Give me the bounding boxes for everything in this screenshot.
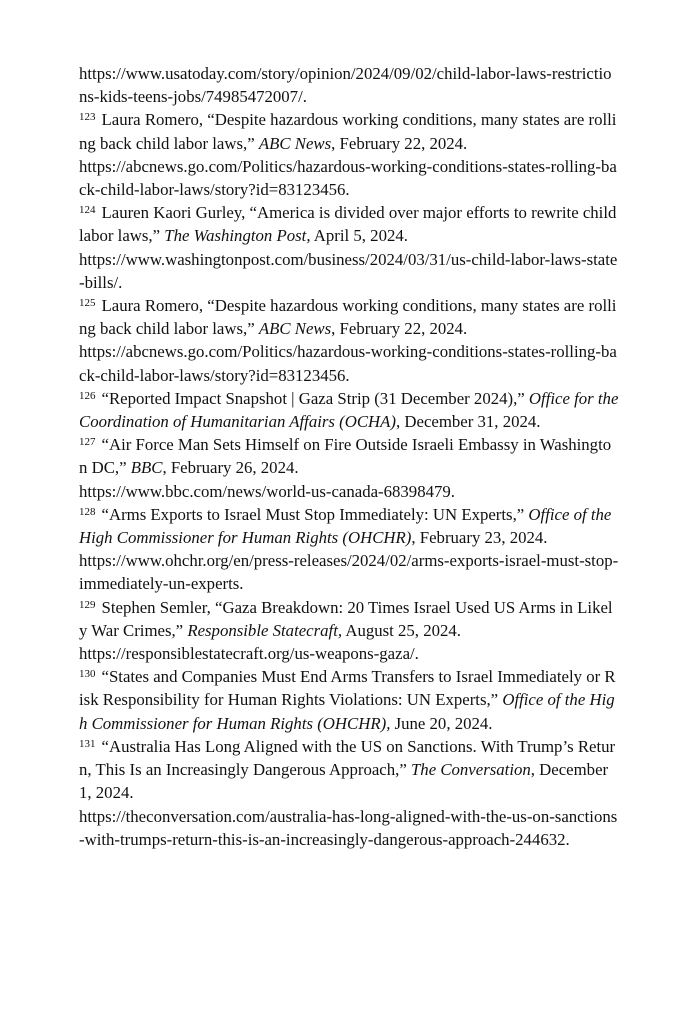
footnote-128 [79,503,619,596]
footnote-125 [79,294,619,387]
footnote-number: 130 [79,668,96,681]
footnote-number: 131 [79,737,96,750]
footnote-date: August 25, 2024. [342,620,461,640]
footnote-date: , December 1, 2024. [79,760,609,803]
footnote-130 [79,665,619,735]
footnote-number: 129 [79,598,96,611]
footnote-date: , February 23, 2024. [411,528,548,548]
footnote-date: , February 26, 2024. [162,458,299,478]
footnote-number: 127 [79,436,96,449]
footnote-number: 124 [79,204,96,217]
footnote-source: Office for the Coordination of Humanitarian Affairs (OCHA) [79,388,619,432]
footnote-citation: Laura Romero, “Despite hazardous working conditions, many states are rolling back child labor laws,” [79,110,617,153]
footnote-number: 128 [79,505,96,518]
footnote-source: ABC News [258,319,332,339]
footnote-source: The Washington Post, [164,226,311,246]
footnote-citation: Laura Romero, “Despite hazardous working conditions, many states are rolling back child labor laws,” [79,296,617,339]
footnote-url: https://abcnews.go.com/Politics/hazardous-working-conditions-states-rolling-back-child-labor-laws/story?id=83123456. [79,342,617,385]
footnote-source: Office of the High Commissioner for Human Rights (OHCHR) [79,504,612,548]
footnote-123 [79,108,619,201]
footnotes-page [79,62,619,851]
footnote-url: https://responsiblestatecraft.org/us-weapons-gaza/. [79,644,419,664]
footnote-citation: Lauren Kaori Gurley, “America is divided over major efforts to rewrite child labor laws,” [79,203,617,246]
footnote-124 [79,201,619,294]
footnote-date: June 20, 2024. [390,713,493,733]
footnote-url: https://www.usatoday.com/story/opinion/2024/09/02/child-labor-laws-restrictions-kids-teens-jobs/74985472007/. [79,64,612,107]
footnote-date: , December 31, 2024. [396,412,541,432]
footnote-url: https://www.washingtonpost.com/business/2024/03/31/us-child-labor-laws-state-bills/. [79,249,618,292]
footnote-citation: “States and Companies Must End Arms Transfers to Israel Immediately or Risk Responsibility for Human Rights Violations: UN Experts,” [79,667,616,710]
footnote-source: ABC News [258,133,332,153]
footnote-131 [79,735,619,851]
footnote-continuation [79,62,619,108]
footnote-number: 123 [79,111,96,124]
footnote-source: Office of the High Commissioner for Human Rights (OHCHR), [79,690,615,733]
footnote-source: Responsible Statecraft, [187,620,343,640]
footnote-source: The Conversation [410,760,531,780]
footnote-citation: “Australia Has Long Aligned with the US on Sanctions. With Trump’s Return, This Is an Increasingly Dangerous Approach,” [79,736,616,780]
footnote-126 [79,387,619,433]
footnote-citation: “Reported Impact Snapshot | Gaza Strip (31 December 2024),” [101,388,529,408]
footnote-number: 126 [79,389,96,402]
footnote-date: , February 22, 2024. [331,319,468,339]
footnote-129 [79,596,619,666]
footnote-date: , February 22, 2024. [331,133,468,153]
footnote-url: https://theconversation.com/australia-has-long-aligned-with-the-us-on-sanctions-with-trumps-return-this-is-an-increasingly-dangerous-approach-244632. [79,806,618,849]
footnote-date: April 5, 2024. [310,226,408,246]
footnote-127 [79,433,619,503]
footnote-citation: Stephen Semler, “Gaza Breakdown: 20 Times Israel Used US Arms in Likely War Crimes,” [79,597,613,640]
footnote-citation: “Air Force Man Sets Himself on Fire Outside Israeli Embassy in Washington DC,” [79,435,612,478]
footnote-source: BBC [130,458,163,478]
footnote-url: https://www.bbc.com/news/world-us-canada-68398479. [79,481,455,501]
footnote-number: 125 [79,297,96,310]
footnote-citation: “Arms Exports to Israel Must Stop Immediately: UN Experts,” [101,504,529,524]
footnote-url: https://www.ohchr.org/en/press-releases/2024/02/arms-exports-israel-must-stop-immediately-un-experts. [79,551,619,594]
footnote-url: https://abcnews.go.com/Politics/hazardous-working-conditions-states-rolling-back-child-labor-laws/story?id=83123456. [79,156,617,200]
